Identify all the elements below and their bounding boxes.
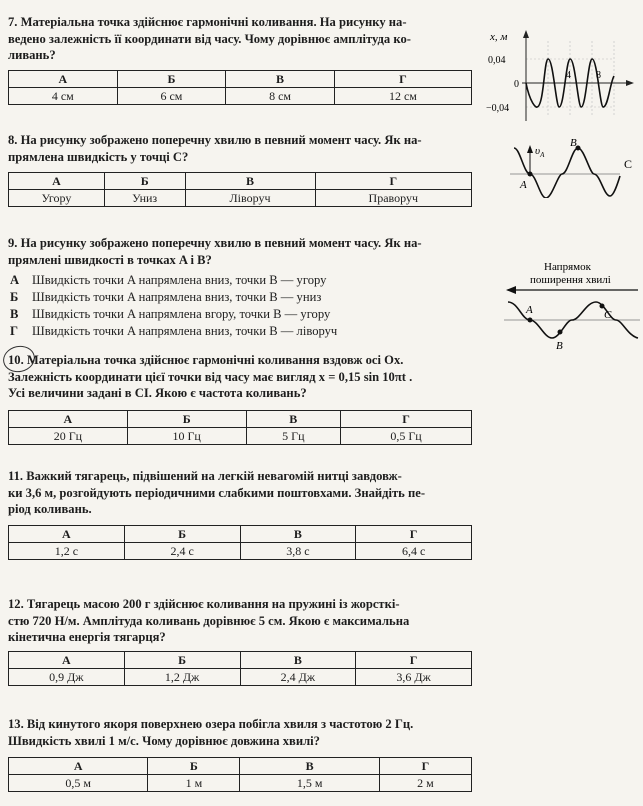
answer-cell[interactable]: 5 Гц [246,428,341,445]
option-letter: А [10,273,20,287]
answer-header: А [9,526,125,543]
point-b-label: B [570,138,577,149]
question-line: кінетична енергія тягарця? [8,630,166,644]
point-a-label: A [526,304,533,316]
answer-header: В [240,652,356,669]
answer-table-11 [8,525,472,560]
answer-cell[interactable]: 6,4 с [356,543,472,560]
question-line: Важкий тягарець, підвішений на легкій невагомій нитці завдовж- [26,469,402,483]
question-9-text [8,235,474,268]
option-text: Швидкість точки A напрямлена вниз, точки B — угору [32,273,327,287]
question-11-text [8,468,474,518]
graph-tick-label: 4 [566,70,571,81]
answer-cell[interactable]: 3,6 Дж [356,669,472,686]
answer-options-9 [8,272,474,340]
answer-cell[interactable]: 8 см [226,88,335,105]
figure-caption: Напрямок [544,261,591,273]
option-letter: Б [10,290,19,304]
answer-cell[interactable]: 2,4 с [124,543,240,560]
answer-cell[interactable]: 12 см [334,88,471,105]
question-7-text [8,14,474,64]
question-line: стю 720 Н/м. Амплітуда коливань дорівнює 5 см. Якою є максимальна [8,613,410,628]
velocity-subscript: A [540,151,545,159]
answer-header: В [240,526,356,543]
answer-header: Б [124,526,240,543]
question-line: На рисунку зображено поперечну хвилю в певний момент часу. Як на- [20,236,422,250]
answer-table-7 [8,70,472,105]
answer-header: Б [148,758,240,775]
question-number: 7. [8,15,18,29]
point-c-label: C [624,157,633,171]
answer-header: В [240,758,379,775]
graph-tick-label: 0 [514,79,519,90]
answer-cell[interactable]: Праворуч [315,190,471,207]
figure-caption: поширення хвилі [530,274,611,286]
question-line: Усі величини задані в СІ. Якою є частота коливань? [8,386,307,400]
answer-cell[interactable]: Ліворуч [185,190,315,207]
answer-cell[interactable]: 20 Гц [9,428,128,445]
answer-header: Б [104,173,185,190]
question-number: 9. [8,236,18,250]
answer-header: А [9,71,118,88]
question-line: ливань? [8,48,56,62]
answer-header: В [226,71,335,88]
answer-header: А [9,652,125,669]
answer-table-8 [8,172,472,207]
question-number: 13. [8,717,24,731]
question-13 [8,716,474,749]
answer-header: Г [334,71,471,88]
q7-oscillation-graph [486,26,636,126]
answer-table-10 [8,410,472,445]
answer-cell[interactable]: 3,8 с [240,543,356,560]
option-text: Швидкість точки A напрямлена вниз, точки B — униз [32,290,322,304]
answer-cell[interactable]: Угору [9,190,105,207]
question-line: прямлені швидкості в точках A і B? [8,252,212,267]
answer-cell[interactable]: 0,9 Дж [9,669,125,686]
question-13-text [8,716,474,749]
velocity-symbol: υ [535,145,541,157]
question-10 [8,352,474,402]
question-8 [8,132,474,165]
question-line: Від кинутого якоря поверхнею озера побігла хвиля з частотою 2 Гц. [26,717,414,731]
answer-cell[interactable]: 10 Гц [127,428,246,445]
question-number: 8. [8,133,18,147]
q8-wave-figure [506,138,640,198]
option-text: Швидкість точки A напрямлена вгору, точки B — угору [32,307,331,321]
question-12-text [8,596,474,646]
point-b-label: B [556,340,563,352]
answer-header: А [9,411,128,428]
point-c-label: C [604,309,612,321]
answer-header: Б [124,652,240,669]
answer-table-12 [8,651,472,686]
answer-cell[interactable]: 0,5 м [9,775,148,792]
answer-header: Г [315,173,471,190]
question-line: Залежність координати цієї точки від часу має вигляд x = 0,15 sin 10πt . [8,369,413,384]
graph-tick-label: −0,04 [486,103,510,114]
answer-table-13 [8,757,472,792]
answer-option[interactable] [8,306,474,323]
answer-cell[interactable]: 4 см [9,88,118,105]
answer-header: Б [127,411,246,428]
answer-header: Г [356,652,472,669]
answer-cell[interactable]: 1 м [148,775,240,792]
answer-header: Г [379,758,471,775]
question-11 [8,468,474,518]
question-line: Матеріальна точка здійснює гармонічні коливання вздовж осі Ox. [26,353,404,367]
velocity-label [535,145,545,159]
question-line: ки 3,6 м, розгойдують періодичними слабкими поштовхами. Знайдіть пе- [8,485,426,500]
question-line: ведено залежність її координати від часу. Чому дорівнює амплітуда ко- [8,31,411,46]
answer-cell[interactable]: 0,5 Гц [341,428,472,445]
option-letter: Г [10,324,19,338]
answer-cell[interactable]: 2,4 Дж [240,669,356,686]
question-7 [8,14,474,64]
answer-header: В [185,173,315,190]
answer-cell[interactable]: 1,2 Дж [124,669,240,686]
answer-header: А [9,173,105,190]
question-9 [8,235,474,340]
question-line: прямлена швидкість у точці C? [8,149,189,164]
graph-tick-label: 0,04 [488,55,506,66]
graph-tick-label: 8 [596,70,601,81]
answer-header: Г [341,411,472,428]
question-number: 11. [8,469,24,483]
question-line: Швидкість хвилі 1 м/с. Чому дорівнює довжина хвилі? [8,733,320,748]
answer-cell[interactable]: 6 см [117,88,226,105]
question-number: 10. [8,353,24,367]
question-12 [8,596,474,646]
answer-option[interactable] [8,272,474,289]
question-number: 12. [8,597,24,611]
answer-cell[interactable]: 1,2 с [9,543,125,560]
point-a-label: A [520,179,527,191]
question-10-text [8,352,474,402]
answer-header: А [9,758,148,775]
question-8-text [8,132,474,165]
answer-option[interactable] [8,323,474,340]
option-letter: В [10,307,19,321]
graph-y-label: x, м [490,31,508,43]
answer-header: Г [356,526,472,543]
option-text: Швидкість точки A напрямлена вниз, точки B — ліворуч [32,324,338,338]
question-line: Тягарець масою 200 г здійснює коливання на пружині із жорсткі- [26,597,400,611]
q9-wave-figure [500,258,642,354]
question-line: Матеріальна точка здійснює гармонічні коливання. На рисунку на- [20,15,407,29]
answer-option[interactable] [8,289,474,306]
answer-cell[interactable]: 1,5 м [240,775,379,792]
question-line: ріод коливань. [8,502,92,516]
answer-cell[interactable]: Униз [104,190,185,207]
answer-header: В [246,411,341,428]
answer-header: Б [117,71,226,88]
question-line: На рисунку зображено поперечну хвилю в певний момент часу. Як на- [20,133,422,147]
answer-cell[interactable]: 2 м [379,775,471,792]
